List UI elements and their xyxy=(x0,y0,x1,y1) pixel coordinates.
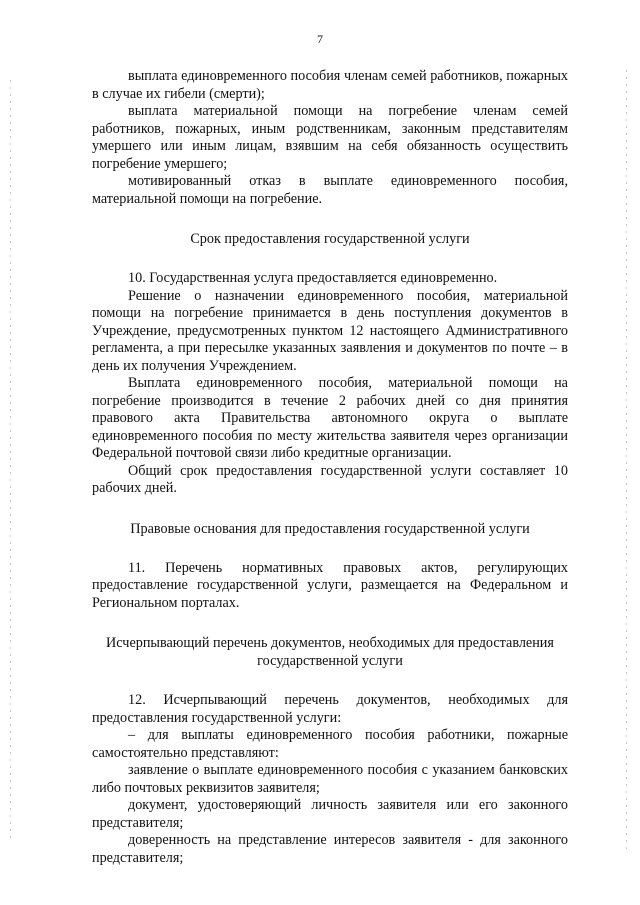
spacer xyxy=(92,612,568,634)
paragraph-general-term: Общий срок предоставления государственной услуги составляет 10 рабочих дней. xyxy=(92,462,568,496)
left-edge-mark xyxy=(10,80,11,840)
page-number: 7 xyxy=(317,32,323,46)
section-heading-legal-basis: Правовые основания для предоставления государственной услуги xyxy=(130,520,530,537)
section-heading-document-list: Исчерпывающий перечень документов, необходимых для предоставления государственной услуги xyxy=(106,635,554,669)
spacer xyxy=(92,498,568,520)
paragraph-payment: Выплата единовременного пособия, материальной помощи на погребение производится в течение 2 рабочих дней со дня принятия правового акта Правительства автономного округа о выплате единовременного пособия по месту жительства заявителя через организации Федеральной почтовой связи либо кредитные организации. xyxy=(92,375,568,461)
spacer xyxy=(92,248,568,270)
paragraph-decision: Решение о назначении единовременного пособия, материальной помощи на погребение принимается в день поступления документов в Учреждение, предусмотренных пунктом 12 настоящего Административного регламента, а при пересылке указанных заявления и документов по почте – в день их получения Учреждением. xyxy=(92,287,568,374)
paragraph-11: 11. Перечень нормативных правовых актов, регулирующих предоставление государственной услуги, размещается на Федеральном и Региональном порталах. xyxy=(92,559,568,611)
paragraph-family-benefit: выплата единовременного пособия членам семей работников, пожарных в случае их гибели (смерти); xyxy=(92,68,568,102)
spacer xyxy=(92,208,568,230)
paragraph-application: заявление о выплате единовременного пособия с указанием банковских либо почтовых реквизитов заявителя; xyxy=(92,762,568,796)
paragraph-power-of-attorney: доверенность на представление интересов заявителя - для законного представителя; xyxy=(92,832,568,866)
right-edge-mark xyxy=(626,70,627,850)
paragraph-workers-submit: – для выплаты единовременного пособия работники, пожарные самостоятельно представляют: xyxy=(92,727,568,761)
spacer xyxy=(92,670,568,692)
spacer xyxy=(92,538,568,560)
document-body xyxy=(92,68,568,867)
paragraph-refusal: мотивированный отказ в выплате единовременного пособия, материальной помощи на погребение. xyxy=(92,173,568,207)
section-heading-service-term: Срок предоставления государственной услуги xyxy=(190,231,470,247)
paragraph-burial-assistance: выплата материальной помощи на погребение членам семей работников, пожарных, иным родственникам, законным представителям умершего или иным лицам, взявшим на себя обязанность осуществить погребение умершего; xyxy=(92,103,568,172)
paragraph-12: 12. Исчерпывающий перечень документов, необходимых для предоставления государственной услуги: xyxy=(92,692,568,726)
paragraph-10: 10. Государственная услуга предоставляется единовременно. xyxy=(128,270,498,286)
paragraph-identity-document: документ, удостоверяющий личность заявителя или его законного представителя; xyxy=(92,797,568,831)
